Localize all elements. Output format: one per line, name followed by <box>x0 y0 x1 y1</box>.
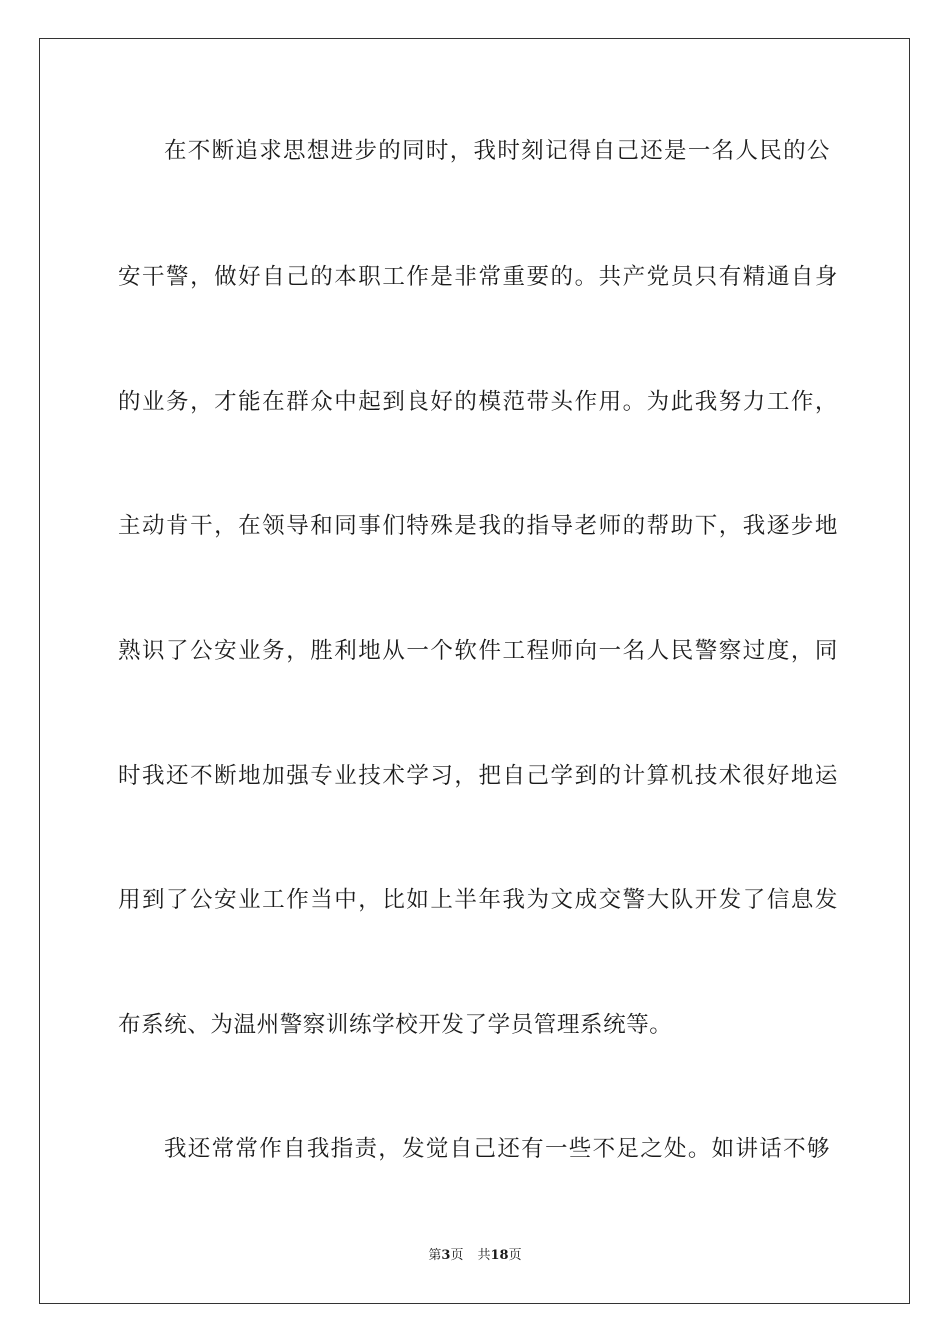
paragraph-line-2: 安干警，做好自己的本职工作是非常重要的。共产党员只有精通自身 <box>118 264 838 290</box>
footer-total-number: 18 <box>490 1248 509 1263</box>
footer-page-prefix: 第 <box>428 1248 442 1263</box>
paragraph-line-5: 熟识了公安业务，胜利地从一个软件工程师向一名人民警察过度，同 <box>118 638 838 664</box>
footer-total-suffix: 页 <box>508 1248 522 1263</box>
paragraph-line-8: 布系统、为温州警察训练学校开发了学员管理系统等。 <box>118 1012 673 1038</box>
paragraph-line-6: 时我还不断地加强专业技术学习，把自己学到的计算机技术很好地运 <box>118 763 838 789</box>
page-border <box>39 38 910 1304</box>
footer-page-suffix: 页 <box>450 1248 464 1263</box>
footer-page-number: 3 <box>441 1248 451 1263</box>
footer-total-prefix: 共 <box>477 1248 491 1263</box>
paragraph-line-4: 主动肯干，在领导和同事们特殊是我的指导老师的帮助下，我逐步地 <box>118 513 838 539</box>
paragraph-line-3: 的业务，才能在群众中起到良好的模范带头作用。为此我努力工作， <box>118 389 838 415</box>
paragraph-line-7: 用到了公安业工作当中，比如上半年我为文成交警大队开发了信息发 <box>118 887 838 913</box>
page-footer <box>0 1244 950 1263</box>
paragraph-line-9: 我还常常作自我指责，发觉自己还有一些不足之处。如讲话不够 <box>164 1136 830 1162</box>
paragraph-line-1: 在不断追求思想进步的同时，我时刻记得自己还是一名人民的公 <box>164 138 830 164</box>
